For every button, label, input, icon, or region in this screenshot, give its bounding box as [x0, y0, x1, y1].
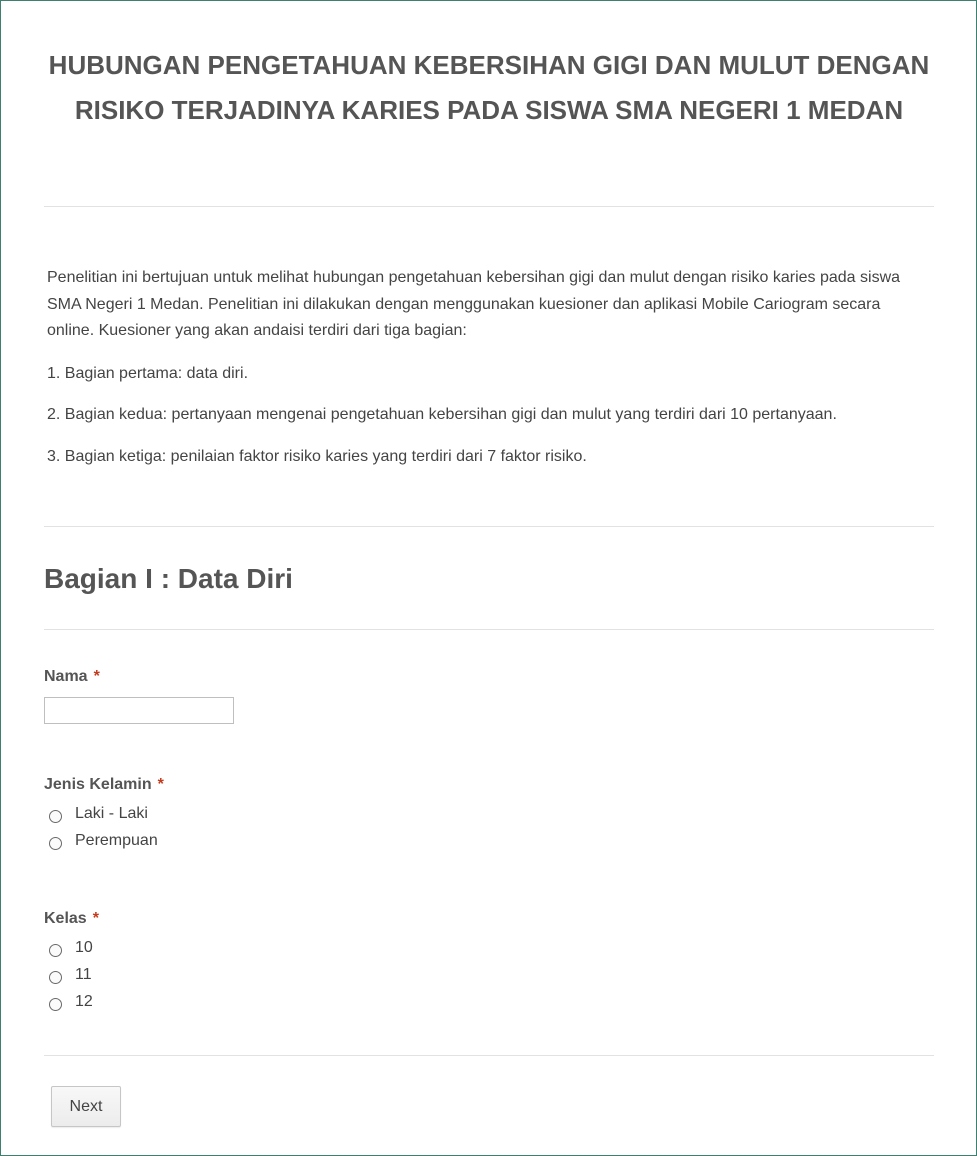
required-star: * — [92, 910, 99, 927]
jenis-kelamin-label-text: Jenis Kelamin — [44, 776, 152, 793]
option-label[interactable]: Laki - Laki — [75, 805, 148, 822]
form-title: HUBUNGAN PENGETAHUAN KEBERSIHAN GIGI DAN MULUT DENGAN RISIKO TERJADINYA KARIES PADA SISWA SMA NEGERI 1 MEDAN — [48, 50, 930, 125]
option-label[interactable]: 11 — [75, 966, 92, 983]
option-label[interactable]: Perempuan — [75, 832, 158, 849]
description-item: 2. Bagian kedua: pertanyaan mengenai pengetahuan kebersihan gigi dan mulut yang terdiri dari 10 pertanyaan. — [47, 406, 837, 423]
nama-input[interactable] — [44, 697, 234, 724]
kelas-option-10[interactable] — [49, 937, 93, 959]
kelas-label-text: Kelas — [44, 910, 87, 927]
radio-button[interactable] — [49, 998, 62, 1011]
gender-option-perempuan[interactable] — [49, 830, 158, 852]
description-intro: Penelitian ini bertujuan untuk melihat hubungan pengetahuan kebersihan gigi dan mulut dengan risiko karies pada siswa SMA Negeri 1 Medan. Penelitian ini dilakukan dengan menggunakan kuesioner dan aplikasi Mobile Cariogram secara online. Kuesioner yang akan andaisi terdiri dari tiga bagian: — [47, 269, 901, 339]
jenis-kelamin-label — [44, 775, 164, 795]
radio-button[interactable] — [49, 837, 62, 850]
footer-divider — [44, 1055, 934, 1056]
description-item: 3. Bagian ketiga: penilaian faktor risiko karies yang terdiri dari 7 faktor risiko. — [47, 447, 587, 465]
nama-label-text: Nama — [44, 668, 88, 685]
option-label[interactable]: 12 — [75, 993, 93, 1010]
form-description — [47, 265, 927, 485]
radio-button[interactable] — [49, 810, 62, 823]
option-label[interactable]: 10 — [75, 939, 93, 956]
nama-label — [44, 667, 100, 687]
required-star: * — [93, 668, 100, 685]
header-divider — [44, 206, 934, 207]
kelas-option-12[interactable] — [49, 991, 93, 1013]
radio-button[interactable] — [49, 944, 62, 957]
next-button[interactable]: Next — [51, 1086, 121, 1127]
kelas-option-11[interactable] — [49, 964, 92, 986]
description-item: 1. Bagian pertama: data diri. — [47, 364, 249, 382]
kelas-label — [44, 909, 99, 929]
section-title: Bagian I : Data Diri — [44, 563, 293, 594]
required-star: * — [157, 776, 164, 793]
gender-option-laki-laki[interactable] — [49, 803, 148, 825]
description-divider — [44, 526, 934, 527]
radio-button[interactable] — [49, 971, 62, 984]
section-divider — [44, 629, 934, 630]
